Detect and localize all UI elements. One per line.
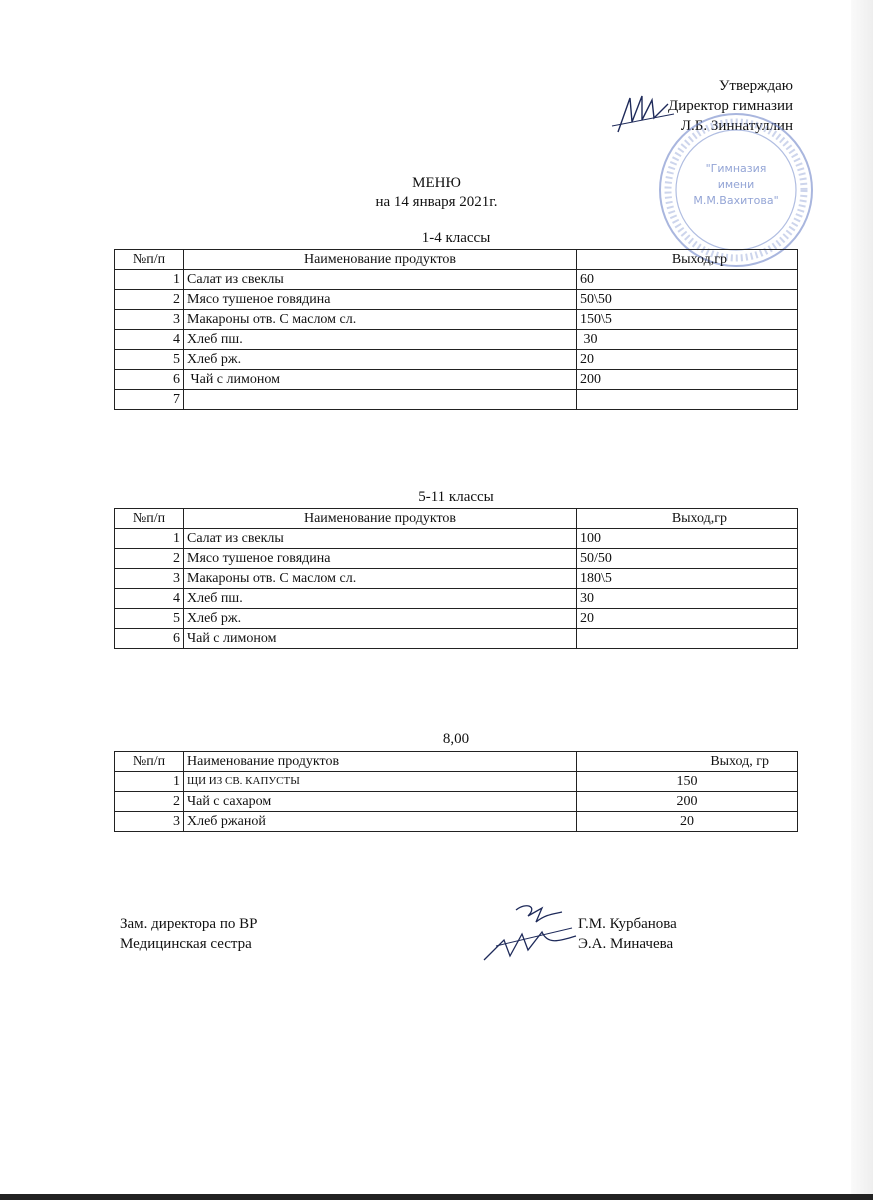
row-out: 150\5 [577, 310, 798, 330]
table-row [115, 772, 798, 792]
table-row [115, 629, 798, 649]
table-row [115, 390, 798, 410]
page-title: МЕНЮ [412, 175, 461, 191]
row-out: 20 [577, 350, 798, 370]
approval-line-2: Директор гимназии [668, 98, 793, 114]
table-row [115, 549, 798, 569]
row-name: Хлеб ржаной [184, 812, 577, 832]
menu-date: на 14 января 2021г. [375, 194, 498, 210]
row-out: 20 [577, 609, 798, 629]
row-num: 1 [115, 270, 184, 290]
row-name: Мясо тушеное говядина [184, 549, 577, 569]
row-name: Салат из свеклы [184, 529, 577, 549]
table-row [115, 310, 798, 330]
row-name: Мясо тушеное говядина [184, 290, 577, 310]
row-out: 50\50 [577, 290, 798, 310]
table-row [115, 569, 798, 589]
row-num: 4 [115, 589, 184, 609]
row-name: Хлеб пш. [184, 330, 577, 350]
table-row [115, 330, 798, 350]
row-name: ЩИ ИЗ СВ. КАПУСТЫ [184, 772, 577, 792]
table-row [115, 812, 798, 832]
table-row [115, 370, 798, 390]
footer-nurse-title: Медицинская сестра [120, 936, 252, 952]
row-name: Чай с лимоном [184, 629, 577, 649]
scan-bottom-border [0, 1194, 873, 1200]
table-header-row [115, 509, 798, 529]
col-name: Наименование продуктов [184, 509, 577, 529]
row-out: 180\5 [577, 569, 798, 589]
row-num: 2 [115, 549, 184, 569]
row-name [184, 390, 577, 410]
row-name: Хлеб рж. [184, 609, 577, 629]
row-num: 4 [115, 330, 184, 350]
row-num: 3 [115, 310, 184, 330]
footer-left [120, 914, 257, 954]
row-num: 6 [115, 629, 184, 649]
stamp-line-2: имени [717, 178, 755, 191]
row-out: 20 [577, 812, 798, 832]
row-num: 5 [115, 350, 184, 370]
stamp-line-1: "Гимназия [705, 162, 767, 175]
row-out: 100 [577, 529, 798, 549]
col-name: Наименование продуктов [184, 250, 577, 270]
approval-line-1: Утверждаю [718, 78, 793, 94]
row-num: 1 [115, 772, 184, 792]
col-out: Выход,гр [577, 250, 798, 270]
row-num: 2 [115, 792, 184, 812]
col-name: Наименование продуктов [184, 752, 577, 772]
table-header-row [115, 752, 798, 772]
row-num: 5 [115, 609, 184, 629]
col-num: №п/п [115, 250, 184, 270]
table-row [115, 792, 798, 812]
section1-caption: 1-4 классы [421, 230, 491, 246]
section2-caption: 5-11 классы [418, 489, 494, 505]
footer-right [578, 914, 677, 954]
row-num: 7 [115, 390, 184, 410]
row-name: Хлеб пш. [184, 589, 577, 609]
row-out: 30 [577, 330, 798, 350]
menu-table-1-4 [114, 249, 798, 410]
row-name: Хлеб рж. [184, 350, 577, 370]
row-out: 50/50 [577, 549, 798, 569]
footer-deputy-name: Г.М. Курбанова [578, 916, 677, 932]
row-out: 60 [577, 270, 798, 290]
table-row [115, 609, 798, 629]
approval-line-3: Л.Б. Зиннатуллин [680, 118, 793, 134]
table-row [115, 270, 798, 290]
col-num: №п/п [115, 752, 184, 772]
menu-table-8-00 [114, 751, 798, 832]
footer-deputy-title: Зам. директора по ВР [120, 916, 258, 932]
row-out [577, 629, 798, 649]
row-out [577, 390, 798, 410]
footer-signatures [476, 900, 586, 970]
col-out: Выход,гр [577, 509, 798, 529]
row-num: 3 [115, 812, 184, 832]
table-row [115, 290, 798, 310]
row-out: 200 [577, 792, 798, 812]
row-name: Чай с сахаром [184, 792, 577, 812]
row-num: 3 [115, 569, 184, 589]
table-row [115, 350, 798, 370]
section3-caption: 8,00 [442, 731, 470, 747]
table-header-row [115, 250, 798, 270]
row-name: Макароны отв. С маслом сл. [184, 569, 577, 589]
col-num: №п/п [115, 509, 184, 529]
row-name: Макароны отв. С маслом сл. [184, 310, 577, 330]
row-name: Чай с лимоном [184, 370, 577, 390]
table-row [115, 529, 798, 549]
stamp-line-3: М.М.Вахитова" [693, 194, 779, 207]
col-out: Выход, гр [577, 752, 798, 772]
row-num: 1 [115, 529, 184, 549]
row-out: 30 [577, 589, 798, 609]
footer-nurse-name: Э.А. Миначева [578, 936, 674, 952]
table-row [115, 589, 798, 609]
menu-table-5-11 [114, 508, 798, 649]
row-num: 2 [115, 290, 184, 310]
row-out: 150 [577, 772, 798, 792]
row-num: 6 [115, 370, 184, 390]
row-out: 200 [577, 370, 798, 390]
row-name: Салат из свеклы [184, 270, 577, 290]
